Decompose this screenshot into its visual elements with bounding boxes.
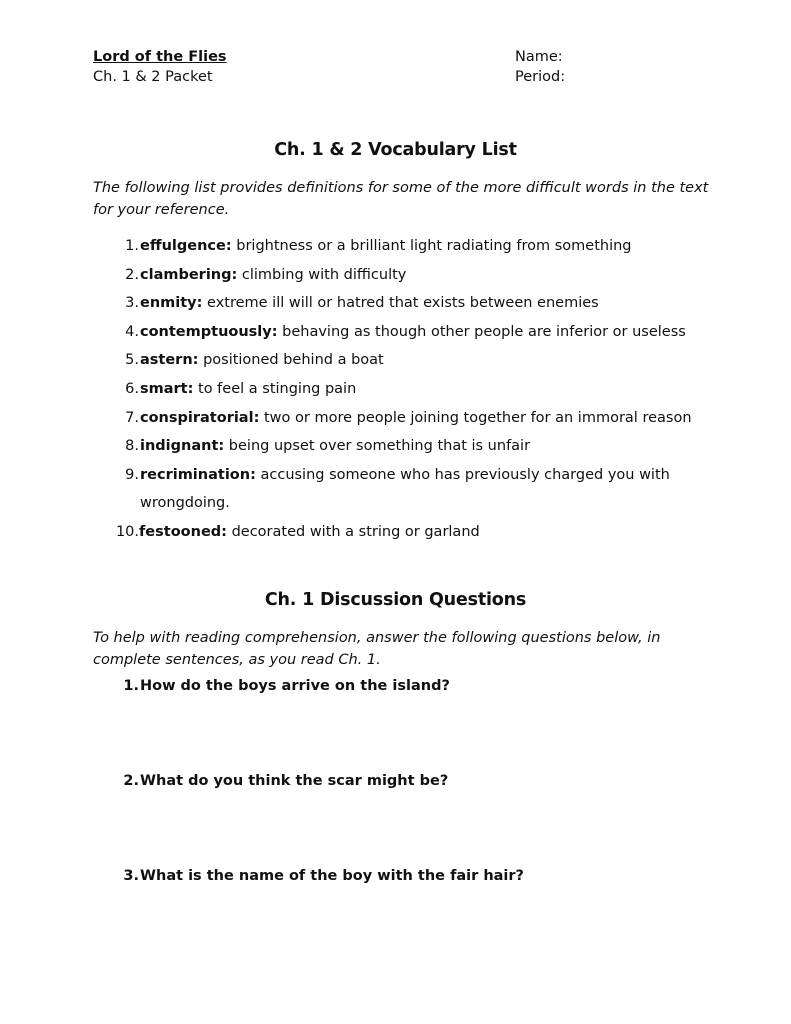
- vocab-definition: behaving as though other people are inferior or useless: [282, 323, 686, 340]
- vocab-number: 3.: [125, 295, 139, 312]
- vocab-number: 7.: [125, 409, 139, 426]
- question-text: How do the boys arrive on the island?: [140, 678, 450, 694]
- discussion-section-title: Ch. 1 Discussion Questions: [264, 590, 527, 610]
- vocab-term: enmity:: [140, 295, 203, 312]
- vocab-number: 5.: [125, 352, 139, 369]
- question-text: What do you think the scar might be?: [140, 773, 449, 789]
- vocab-definition: to feel a stinging pain: [198, 380, 357, 397]
- discussion-intro: To help with reading comprehension, answer the following questions below, in complete sentences, as you read Ch. 1.: [93, 630, 661, 668]
- vocab-list: [93, 232, 733, 547]
- vocab-definition: climbing with difficulty: [241, 266, 407, 283]
- question-item: [93, 773, 448, 789]
- vocab-number: 2.: [125, 266, 139, 283]
- vocab-definition: decorated with a string or garland: [231, 523, 480, 540]
- header-right: [515, 47, 565, 87]
- vocab-item: [93, 518, 733, 547]
- vocab-term: contemptuously:: [140, 323, 278, 340]
- question-item: [93, 678, 450, 694]
- vocab-term: astern:: [140, 352, 199, 369]
- book-title: Lord of the Flies: [93, 49, 227, 65]
- question-text: What is the name of the boy with the fair hair?: [140, 868, 524, 884]
- vocab-number: 6.: [125, 380, 139, 397]
- packet-label: Ch. 1 & 2 Packet: [93, 69, 213, 85]
- vocab-section-title: Ch. 1 & 2 Vocabulary List: [274, 140, 517, 160]
- vocab-term: clambering:: [140, 266, 238, 283]
- vocab-definition: accusing someone who has previously charged you with wrongdoing.: [140, 466, 670, 512]
- vocab-term: conspiratorial:: [140, 409, 260, 426]
- vocab-number: 4.: [125, 323, 139, 340]
- vocab-number: 1.: [125, 238, 139, 254]
- vocab-item: [93, 461, 733, 518]
- vocab-definition: brightness or a brilliant light radiating from something: [236, 238, 632, 254]
- question-number: 2.: [123, 773, 139, 789]
- vocab-definition: positioned behind a boat: [203, 352, 384, 369]
- question-item: [93, 868, 524, 884]
- vocab-definition: two or more people joining together for an immoral reason: [263, 409, 692, 426]
- vocab-term: smart:: [140, 380, 194, 397]
- question-number: 3.: [123, 868, 139, 884]
- header-left: [93, 47, 227, 87]
- vocab-number: 8.: [125, 438, 139, 455]
- name-label: Name:: [515, 49, 563, 65]
- question-number: 1.: [123, 678, 139, 694]
- vocab-item: [93, 346, 733, 375]
- vocab-item: [93, 261, 733, 290]
- vocab-definition: being upset over something that is unfair: [228, 438, 531, 455]
- vocab-definition: extreme ill will or hatred that exists between enemies: [207, 295, 599, 312]
- vocab-term: festooned:: [139, 523, 227, 540]
- vocab-term: recrimination:: [140, 466, 256, 483]
- vocab-term: indignant:: [140, 438, 225, 455]
- vocab-item: [93, 404, 733, 433]
- vocab-item: [93, 375, 733, 404]
- vocab-term: effulgence:: [140, 238, 232, 254]
- vocab-intro: The following list provides definitions for some of the more difficult words in the text for your reference.: [93, 180, 709, 218]
- vocab-item: [93, 432, 733, 461]
- vocab-item: [93, 289, 733, 318]
- period-label: Period:: [515, 69, 566, 85]
- vocab-item: [93, 232, 733, 261]
- vocab-item: [93, 318, 733, 347]
- vocab-number: 9.: [125, 466, 139, 483]
- vocab-number: 10.: [115, 523, 139, 540]
